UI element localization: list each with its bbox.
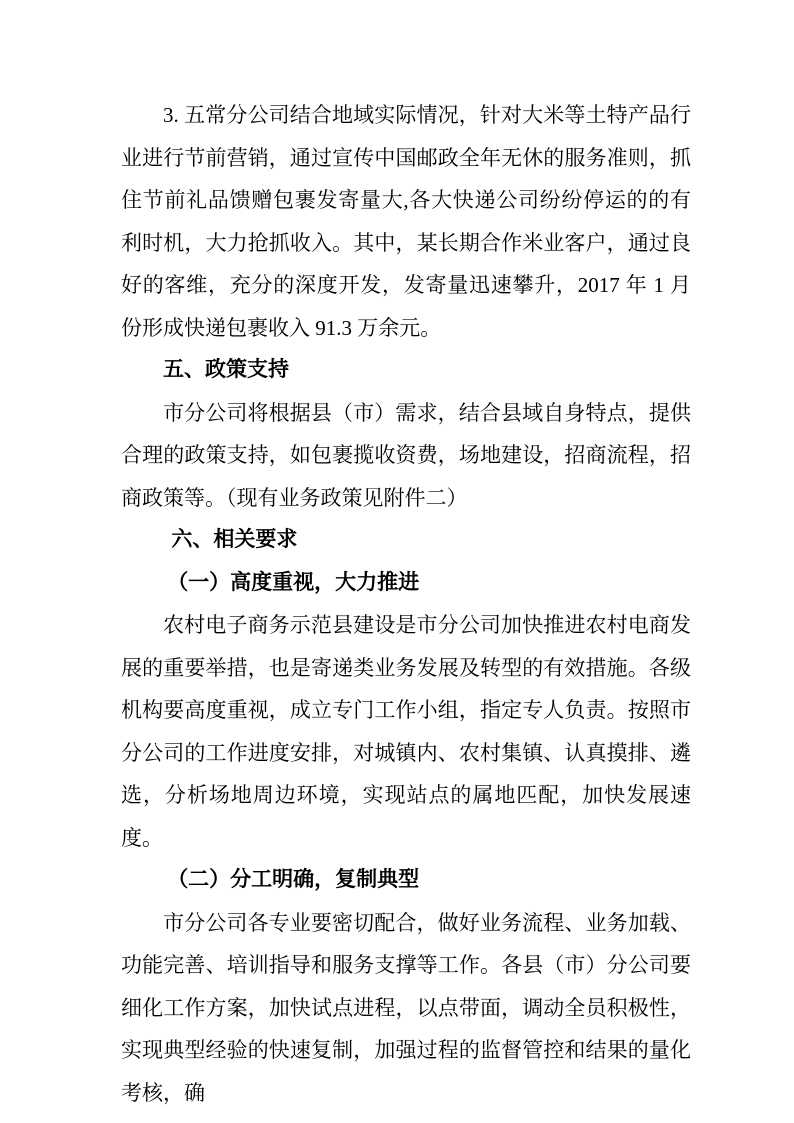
heading-section-six-related-requirements: 六、相关要求: [171, 528, 298, 551]
paragraph-city-branch-coordination: 市分公司各专业要密切配合，做好业务流程、业务加载、功能完善、培训指导和服务支撑等工作。各县（市）分公司要细化工作方案，加快试点进程，以点带面，调动全员积极性，实现典型经验的快速复制，加强过程的监督管控和结果的量化考核，确: [121, 910, 691, 1105]
paragraph-policy-support-details: 市分公司将根据县（市）需求，结合县域自身特点，提供合理的政策支持，如包裹揽收资费，场地建设，招商流程，招商政策等。（现有业务政策见附件二）: [121, 400, 691, 510]
paragraph-rural-ecommerce-demonstration: 农村电子商务示范县建设是市分公司加快推进农村电商发展的重要举措，也是寄递类业务发展及转型的有效措施。各级机构要高度重视，成立专门工作小组，指定专人负责。按照市分公司的工作进度安排，对城镇内、农村集镇、认真摸排、遴选，分析场地周边环境，实现站点的属地匹配，加快发展速度。: [121, 613, 691, 850]
heading-subsection-two-division-of-labor: （二）分工明确，复制典型: [167, 868, 420, 891]
heading-section-five-policy-support: 五、政策支持: [163, 358, 289, 381]
heading-subsection-one-attach-importance: （一）高度重视，大力推进: [167, 570, 420, 594]
paragraph-wuchang-branch-marketing: 3. 五常分公司结合地域实际情况，针对大米等土特产品行业进行节前营销，通过宣传中国邮政全年无休的服务准则，抓住节前礼品馈赠包裹发寄量大,各大快递公司纷纷停运的的有利时机，大力抢抓收入。其中，某长期合作米业客户，通过良好的客维，充分的深度开发，发寄量迅速攀升，2017 年 1 月份形成快递包裹收入 91.3 万余元。: [121, 103, 691, 340]
